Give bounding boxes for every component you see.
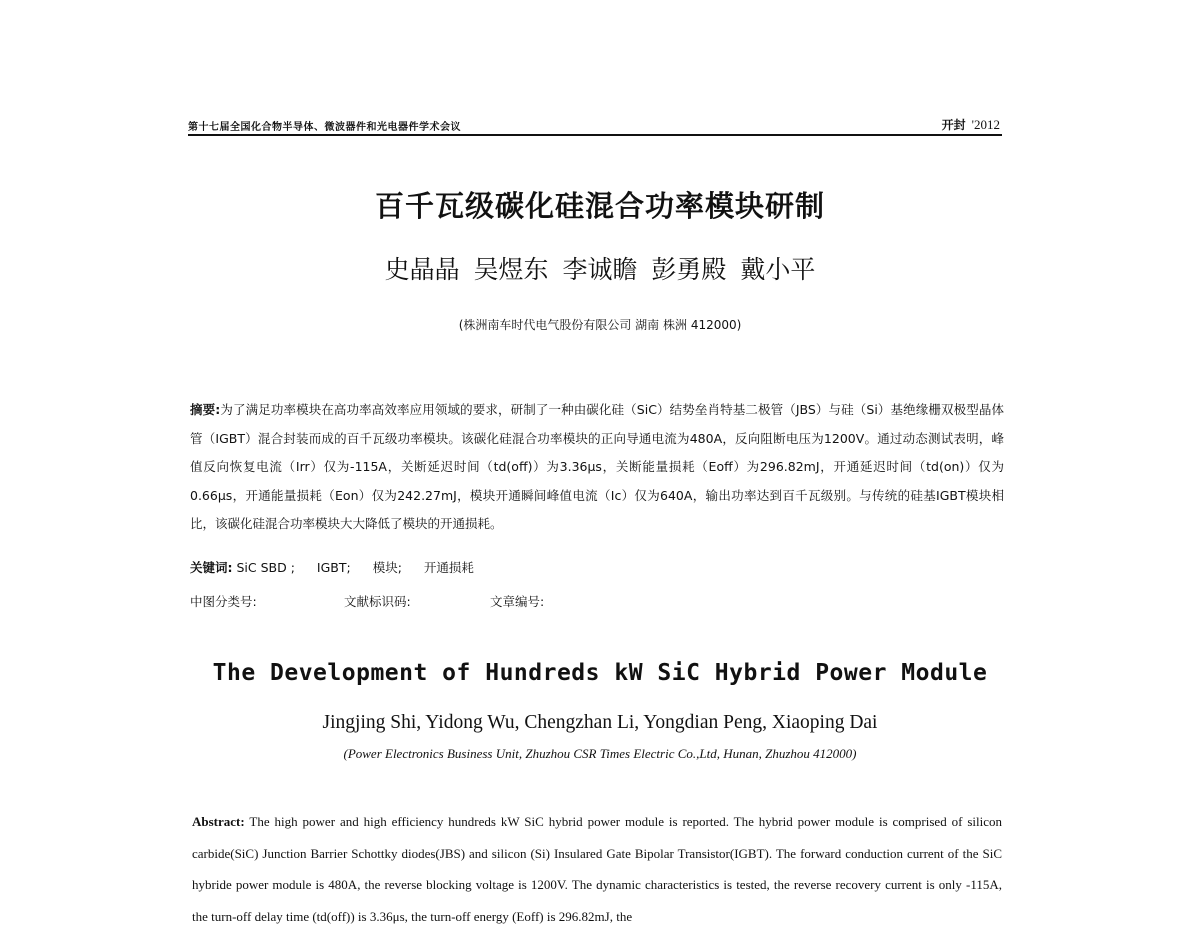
english-authors: Jingjing Shi, Yidong Wu, Chengzhan Li, Yongdian Peng, Xiaoping Dai xyxy=(322,712,878,733)
classification-line xyxy=(190,592,544,610)
doc-code-label: 文献标识码: xyxy=(344,594,411,609)
chinese-abstract-text: 为了满足功率模块在高功率高效率应用领域的要求，研制了一种由碳化硅（SiC）结势垒肖特基二极管（JBS）与硅（Si）基绝缘栅双极型晶体管（IGBT）混合封装而成的百千瓦级功率模块。该碳化硅混合功率模块的正向导通电流为480A，反向阻断电压为1200V。通过动态测试表明，峰值反向恢复电流（Irr）仅为-115A，关断延迟时间（td(off)）为3.36μs，关断能量损耗（Eoff）为296.82mJ，开通延迟时间（td(on)）仅为0.66μs，开通能量损耗（Eon）仅为242.27mJ，模块开通瞬间峰值电流（Ic）仅为640A，输出功率达到百千瓦级别。与传统的硅基IGBT模块相比，该碳化硅混合功率模块大大降低了模块的开通损耗。 xyxy=(190,402,1005,531)
english-abstract xyxy=(192,806,1002,932)
english-title: The Development of Hundreds kW SiC Hybrid Power Module xyxy=(212,660,988,686)
location: 开封 xyxy=(941,118,966,132)
chinese-affiliation: (株洲南车时代电气股份有限公司 湖南 株洲 412000) xyxy=(458,318,742,332)
english-abstract-label: Abstract: xyxy=(192,814,245,829)
chinese-abstract xyxy=(190,396,1004,539)
article-no-label: 文章编号: xyxy=(490,594,545,609)
english-affiliation: (Power Electronics Business Unit, Zhuzhou CSR Times Electric Co.,Ltd, Hunan, Zhuzhou 412000) xyxy=(343,746,857,761)
chinese-title: 百千瓦级碳化硅混合功率模块研制 xyxy=(374,189,825,223)
year: '2012 xyxy=(971,117,1000,132)
keyword: SiC SBD ; xyxy=(236,560,295,575)
keyword: IGBT; xyxy=(316,560,351,575)
chinese-authors: 史晶晶 吴煜东 李诚瞻 彭勇殿 戴小平 xyxy=(384,255,816,284)
english-abstract-text: The high power and high efficiency hundreds kW SiC hybrid power module is reported. The hybrid power module is comprised of silicon carbide(SiC) Junction Barrier Schottky diodes(JBS) and silicon (Si) Insulared Gate Bipolar Transistor(IGBT). The forward conduction current of the SiC hybride power module is 480A, the reverse blocking voltage is 1200V. The dynamic characteristics is tested, the reverse recovery current is only -115A, the turn-off delay time (td(off)) is 3.36μs, the turn-off energy (Eoff) is 296.82mJ, the xyxy=(192,814,1003,924)
keyword: 开通损耗 xyxy=(423,560,474,575)
location-year xyxy=(942,116,1000,133)
chinese-abstract-label: 摘要: xyxy=(190,402,221,417)
clc-label: 中图分类号: xyxy=(190,594,257,609)
chinese-keywords xyxy=(190,558,492,576)
running-header xyxy=(188,114,1002,136)
conference-name: 第十七届全国化合物半导体、微波器件和光电器件学术会议 xyxy=(188,122,461,133)
keyword: 模块; xyxy=(372,560,402,575)
keywords-label: 关键词: xyxy=(190,560,233,575)
